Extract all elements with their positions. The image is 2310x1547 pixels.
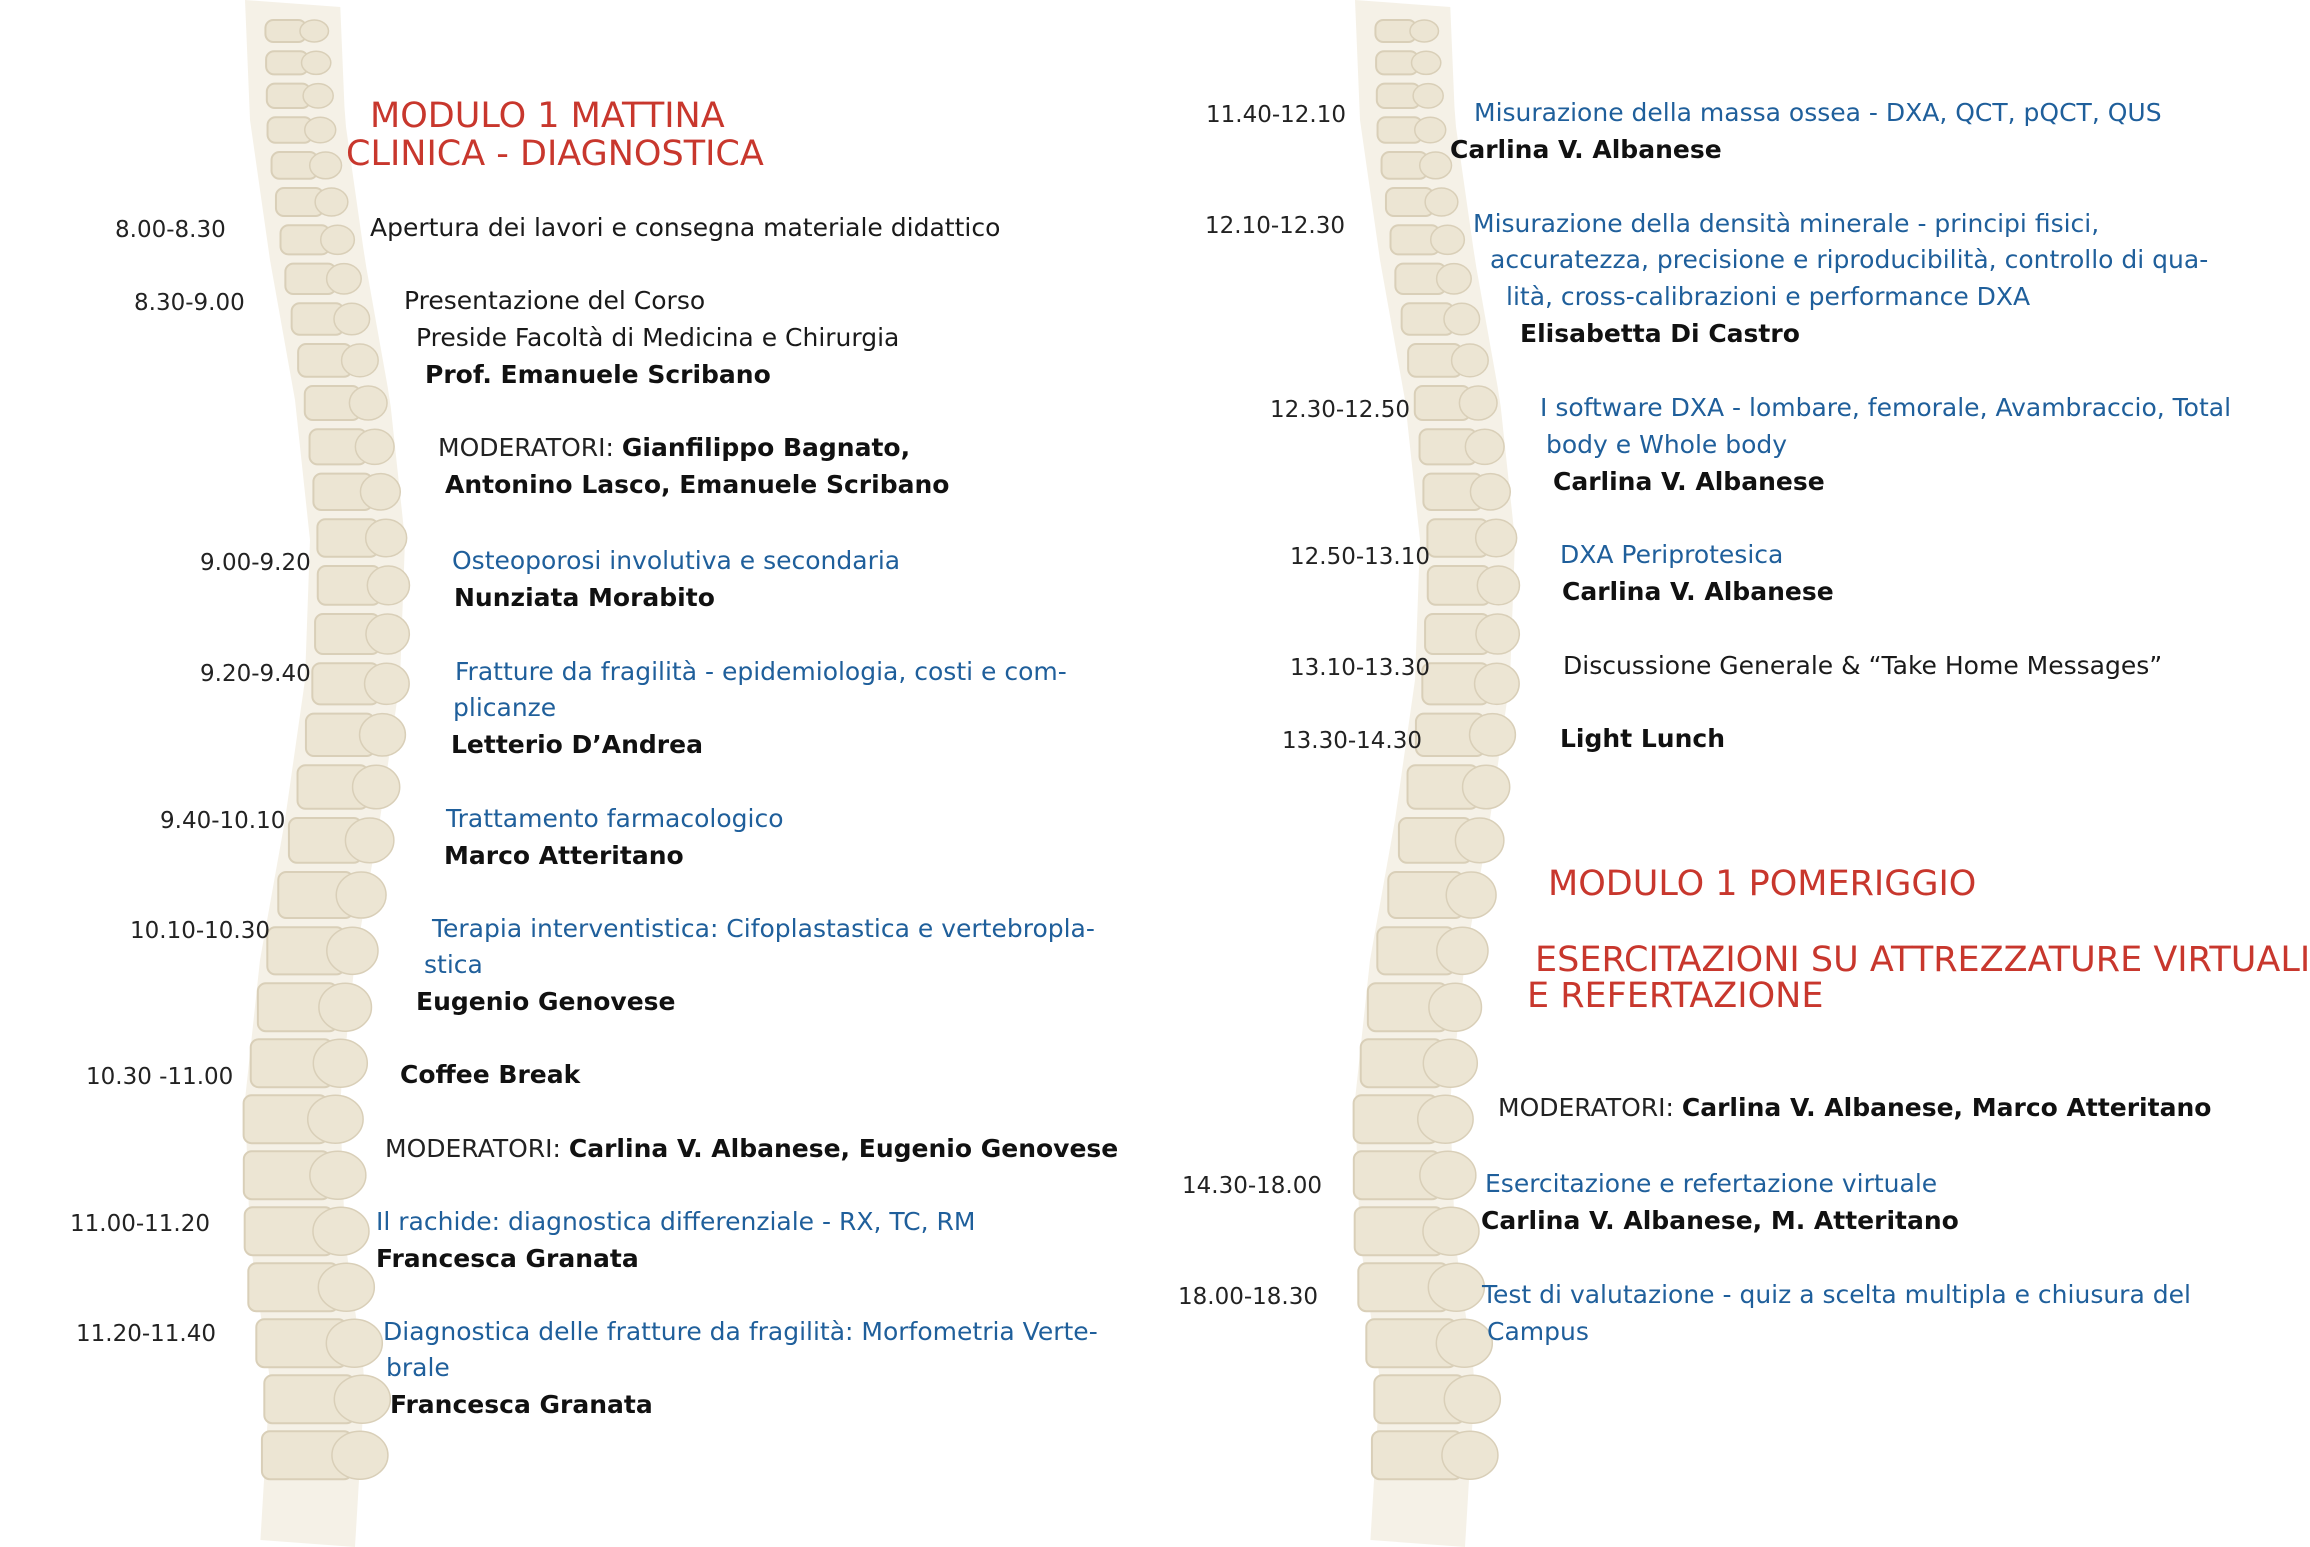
vertebra-process	[1444, 303, 1480, 335]
session-time: 11.00-11.20	[70, 1211, 210, 1237]
vertebra-process	[1459, 386, 1497, 420]
vertebra-process	[1423, 1039, 1477, 1087]
vertebra-process	[1412, 51, 1441, 74]
vertebra-process	[1476, 519, 1517, 557]
vertebra-process	[360, 714, 406, 756]
session-text: Discussione Generale & “Take Home Messages”	[1563, 651, 2163, 680]
session-text: Coffee Break	[400, 1060, 581, 1089]
vertebra-process	[305, 117, 336, 143]
vertebra-process	[1431, 225, 1465, 254]
moderators-names: Antonino Lasco, Emanuele Scribano	[445, 470, 950, 499]
vertebra-process	[1442, 1431, 1498, 1479]
speaker-name: Carlina V. Albanese	[1562, 577, 1834, 606]
session-time: 13.30-14.30	[1282, 728, 1422, 754]
speaker-name: Nunziata Morabito	[454, 583, 715, 612]
moderators-label: MODERATORI:	[385, 1134, 561, 1163]
vertebra-process	[1428, 1263, 1484, 1311]
speaker-name: Francesca Granata	[376, 1244, 639, 1273]
speaker-name: Marco Atteritano	[444, 841, 684, 870]
vertebra-process	[1425, 188, 1458, 216]
afternoon-module-subtitle: E REFERTAZIONE	[1527, 976, 1824, 1016]
session-topic: I software DXA - lombare, femorale, Avambraccio, Total	[1540, 393, 2232, 422]
vertebra-process	[1437, 927, 1488, 974]
vertebra-process	[1437, 264, 1472, 294]
vertebra-process	[319, 983, 372, 1031]
moderators-names: Gianfilippo Bagnato,	[621, 433, 911, 462]
session-topic: plicanze	[453, 693, 557, 722]
vertebra-process	[308, 1095, 363, 1143]
session-topic: Terapia interventistica: Cifoplastastica e vertebropla-	[432, 914, 1095, 943]
session-time: 11.20-11.40	[76, 1321, 216, 1347]
session-topic: Test di valutazione - quiz a scelta multipla e chiusura del	[1482, 1280, 2191, 1309]
speaker-name: Carlina V. Albanese	[1553, 467, 1825, 496]
vertebra-process	[353, 765, 400, 809]
vertebra-process	[326, 1319, 382, 1367]
vertebra-process	[1420, 152, 1452, 179]
session-time: 8.00-8.30	[115, 217, 226, 243]
vertebra-process	[1444, 1375, 1500, 1423]
session-topic: Il rachide: diagnostica differenziale - RX, TC, RM	[376, 1207, 976, 1236]
vertebra-process	[318, 1263, 374, 1311]
moderators-label: MODERATORI:	[1498, 1093, 1674, 1122]
session-topic: body e Whole body	[1546, 430, 1788, 459]
vertebra-process	[1465, 429, 1504, 464]
moderators	[385, 1131, 1118, 1167]
vertebra-process	[1470, 714, 1516, 756]
vertebra-process	[300, 20, 329, 42]
speaker-name: Letterio D’Andrea	[451, 730, 703, 759]
moderators	[1498, 1090, 2211, 1126]
speaker-name: Eugenio Genovese	[416, 987, 676, 1016]
vertebra-process	[366, 614, 409, 654]
vertebra-process	[336, 872, 386, 918]
vertebra-process	[366, 519, 407, 557]
speaker-name: Carlina V. Albanese	[1450, 135, 1722, 164]
session-topic: lità, cross-calibrazioni e performance DXA	[1506, 282, 2031, 311]
session-time: 12.10-12.30	[1205, 213, 1345, 239]
morning-module-subtitle: CLINICA - DIAGNOSTICA	[346, 134, 764, 174]
session-topic: Fratture da fragilità - epidemiologia, costi e com-	[455, 657, 1067, 686]
vertebra-process	[1436, 1319, 1492, 1367]
vertebra-process	[1476, 614, 1519, 654]
vertebra-process	[1423, 1207, 1479, 1255]
session-text: Presentazione del Corso	[404, 286, 706, 315]
session-topic: Misurazione della massa ossea - DXA, QCT, pQCT, QUS	[1474, 98, 2162, 127]
session-time: 14.30-18.00	[1182, 1173, 1322, 1199]
vertebra-process	[345, 818, 393, 863]
session-topic: accuratezza, precisione e riproducibilità, controllo di qua-	[1490, 245, 2209, 274]
moderators-label: MODERATORI:	[438, 433, 614, 462]
vertebra-process	[360, 474, 400, 510]
session-text: Light Lunch	[1560, 724, 1725, 753]
speaker-name: Carlina V. Albanese, M. Atteritano	[1481, 1206, 1959, 1235]
vertebra-process	[303, 84, 333, 108]
vertebra-process	[310, 1151, 366, 1199]
vertebra-process	[313, 1039, 367, 1087]
vertebra-process	[365, 663, 410, 704]
vertebra-process	[342, 344, 379, 377]
vertebra-process	[327, 927, 378, 974]
vertebra-process	[334, 303, 370, 335]
vertebra-process	[310, 152, 342, 179]
vertebra-process	[313, 1207, 369, 1255]
moderators	[438, 430, 910, 466]
speaker-name: Prof. Emanuele Scribano	[425, 360, 771, 389]
speaker-name: Elisabetta Di Castro	[1520, 319, 1800, 348]
session-topic: Esercitazione e refertazione virtuale	[1485, 1169, 1938, 1198]
vertebra-process	[302, 51, 331, 74]
session-time: 13.10-13.30	[1290, 655, 1430, 681]
speaker-name: Francesca Granata	[390, 1390, 653, 1419]
session-text: Preside Facoltà di Medicina e Chirurgia	[416, 323, 900, 352]
moderators-names: Carlina V. Albanese, Marco Atteritano	[1681, 1093, 2212, 1122]
session-topic: Campus	[1487, 1317, 1589, 1346]
vertebra-process	[332, 1431, 388, 1479]
vertebra-process	[367, 566, 409, 605]
afternoon-module-title: MODULO 1 POMERIGGIO	[1548, 864, 1977, 904]
vertebra-process	[1475, 663, 1520, 704]
vertebra-process	[1452, 344, 1489, 377]
session-time: 18.00-18.30	[1178, 1284, 1318, 1310]
session-time: 10.30 -11.00	[86, 1064, 234, 1090]
vertebra-process	[1470, 474, 1510, 510]
vertebra-process	[327, 264, 362, 294]
vertebra-process	[1420, 1151, 1476, 1199]
session-topic: Misurazione della densità minerale - principi fisici,	[1473, 209, 2100, 238]
vertebra-process	[1463, 765, 1510, 809]
session-time: 12.50-13.10	[1290, 544, 1430, 570]
session-topic: Diagnostica delle fratture da fragilità: Morfometria Verte-	[383, 1317, 1098, 1346]
vertebra-process	[355, 429, 394, 464]
session-topic: Trattamento farmacologico	[446, 804, 784, 833]
vertebra-process	[321, 225, 355, 254]
vertebra-process	[1415, 117, 1446, 143]
session-text: Apertura dei lavori e consegna materiale didattico	[370, 213, 1001, 242]
vertebra-process	[1418, 1095, 1473, 1143]
session-time: 9.40-10.10	[160, 808, 286, 834]
session-time: 8.30-9.00	[134, 290, 245, 316]
vertebra-process	[334, 1375, 390, 1423]
session-time: 10.10-10.30	[130, 918, 270, 944]
session-time: 9.20-9.40	[200, 661, 311, 687]
session-topic: stica	[424, 950, 483, 979]
session-topic: brale	[386, 1353, 450, 1382]
afternoon-module-subtitle: ESERCITAZIONI SU ATTREZZATURE VIRTUALI	[1535, 940, 2310, 980]
session-topic: DXA Periprotesica	[1560, 540, 1784, 569]
vertebra-process	[315, 188, 348, 216]
vertebra-process	[1413, 84, 1443, 108]
vertebra-process	[1477, 566, 1519, 605]
session-time: 12.30-12.50	[1270, 397, 1410, 423]
session-topic: Osteoporosi involutiva e secondaria	[452, 546, 901, 575]
morning-module-title: MODULO 1 MATTINA	[370, 96, 725, 136]
vertebra-process	[1446, 872, 1496, 918]
vertebra-process	[1455, 818, 1503, 863]
session-time: 11.40-12.10	[1206, 102, 1346, 128]
moderators-names: Carlina V. Albanese, Eugenio Genovese	[568, 1134, 1119, 1163]
vertebra-process	[349, 386, 387, 420]
session-time: 9.00-9.20	[200, 550, 311, 576]
vertebra-process	[1410, 20, 1439, 42]
vertebra-process	[1429, 983, 1482, 1031]
